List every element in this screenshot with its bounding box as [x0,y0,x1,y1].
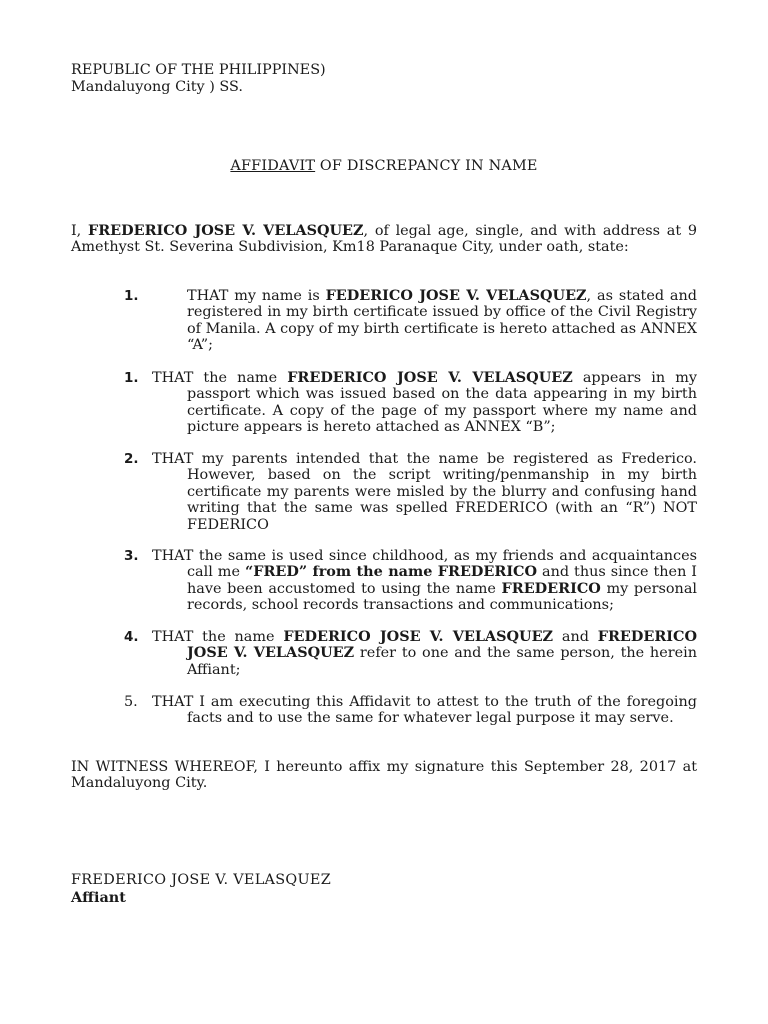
list-item [71,451,697,533]
item-text-part: appears in my passport which was issued based on the data appearing in my birth certificate. A copy of the page of my passport where my name and picture appears is hereto attached as ANNEX “B”; [187,370,698,436]
item-text-part: my personal records, school records transactions and communications; [187,580,698,614]
item-text [152,628,698,678]
title-rest: OF DISCREPANCY IN NAME [315,158,538,174]
item-number: 3. [124,548,139,564]
item-text-part: THAT the name [152,370,288,386]
intro-rest: , of legal age, single, and with address at 9 Amethyst St. Severina Subdivision, Km18 Paranaque City, under oath, state: [71,223,697,256]
item-text-part: refer to one and the same person, the herein Affiant; [187,645,697,678]
item-text-part: THAT my parents intended that the name be registered as Frederico. However, based on the script writing/penmanship in my birth certificate my parents were misled by the blurry and confusing hand writing that the same was spelled FREDERICO (with an “R”) NOT FEDERICO [152,451,697,533]
caption-line-city: Mandaluyong City ) SS. [71,78,243,95]
item-text-part: and thus since then I have been accustomed to using the name [187,564,697,597]
item-bold-part: FREDERICO JOSE V. VELASQUEZ [287,369,573,386]
item-bold-part: FREDERICO [501,579,601,597]
item-text [152,451,697,533]
list-item [71,288,697,354]
item-text-part: THAT I am executing this Affidavit to attest to the truth of the foregoing facts and to use the same for whatever legal purpose it may serve. [152,694,697,727]
item-text-part: THAT the name [152,629,284,645]
signatory-role: Affiant [71,889,126,906]
intro-prefix: I, [71,223,88,239]
intro-paragraph [71,223,697,256]
item-text [152,369,698,436]
item-number: 1. [124,288,139,304]
item-bold-part: FEDERICO JOSE V. VELASQUEZ [283,628,554,645]
item-number: 1. [124,370,139,386]
signature-block [71,872,697,906]
list-item [71,548,697,614]
list-item [71,694,697,727]
item-text-part: THAT my name is [187,288,326,304]
item-text-part: and [553,629,598,645]
title-affidavit: AFFIDAVIT [230,158,316,174]
affiant-name: FREDERICO JOSE V. VELASQUEZ [88,222,364,239]
list-item [71,370,697,436]
item-text [152,694,697,727]
caption-line-republic: REPUBLIC OF THE PHILIPPINES) [71,62,326,78]
document-title [71,158,697,174]
item-text [187,288,697,354]
item-bold-part: FEDERICO JOSE V. VELASQUEZ [325,287,587,304]
item-number: 4. [124,629,139,645]
venue-caption [71,62,697,95]
item-text-part: THAT the same is used since childhood, as my friends and acquaintances call me [152,548,697,581]
item-text [152,548,698,614]
list-item [71,629,697,678]
item-number: 5. [124,694,138,710]
witness-paragraph: IN WITNESS WHEREOF, I hereunto affix my signature this September 28, 2017 at Mandaluyong City. [71,759,697,792]
signatory-name: FREDERICO JOSE V. VELASQUEZ [71,872,332,888]
item-number: 2. [124,451,139,467]
item-bold-part: “FRED” from the name FREDERICO [244,563,538,581]
item-bold-part: FREDERICO JOSE V. VELASQUEZ [187,628,698,662]
item-text-part: , as stated and registered in my birth certificate issued by office of the Civil Registry of Manila. A copy of my birth certificate is hereto attached as ANNEX “A”; [187,288,697,354]
